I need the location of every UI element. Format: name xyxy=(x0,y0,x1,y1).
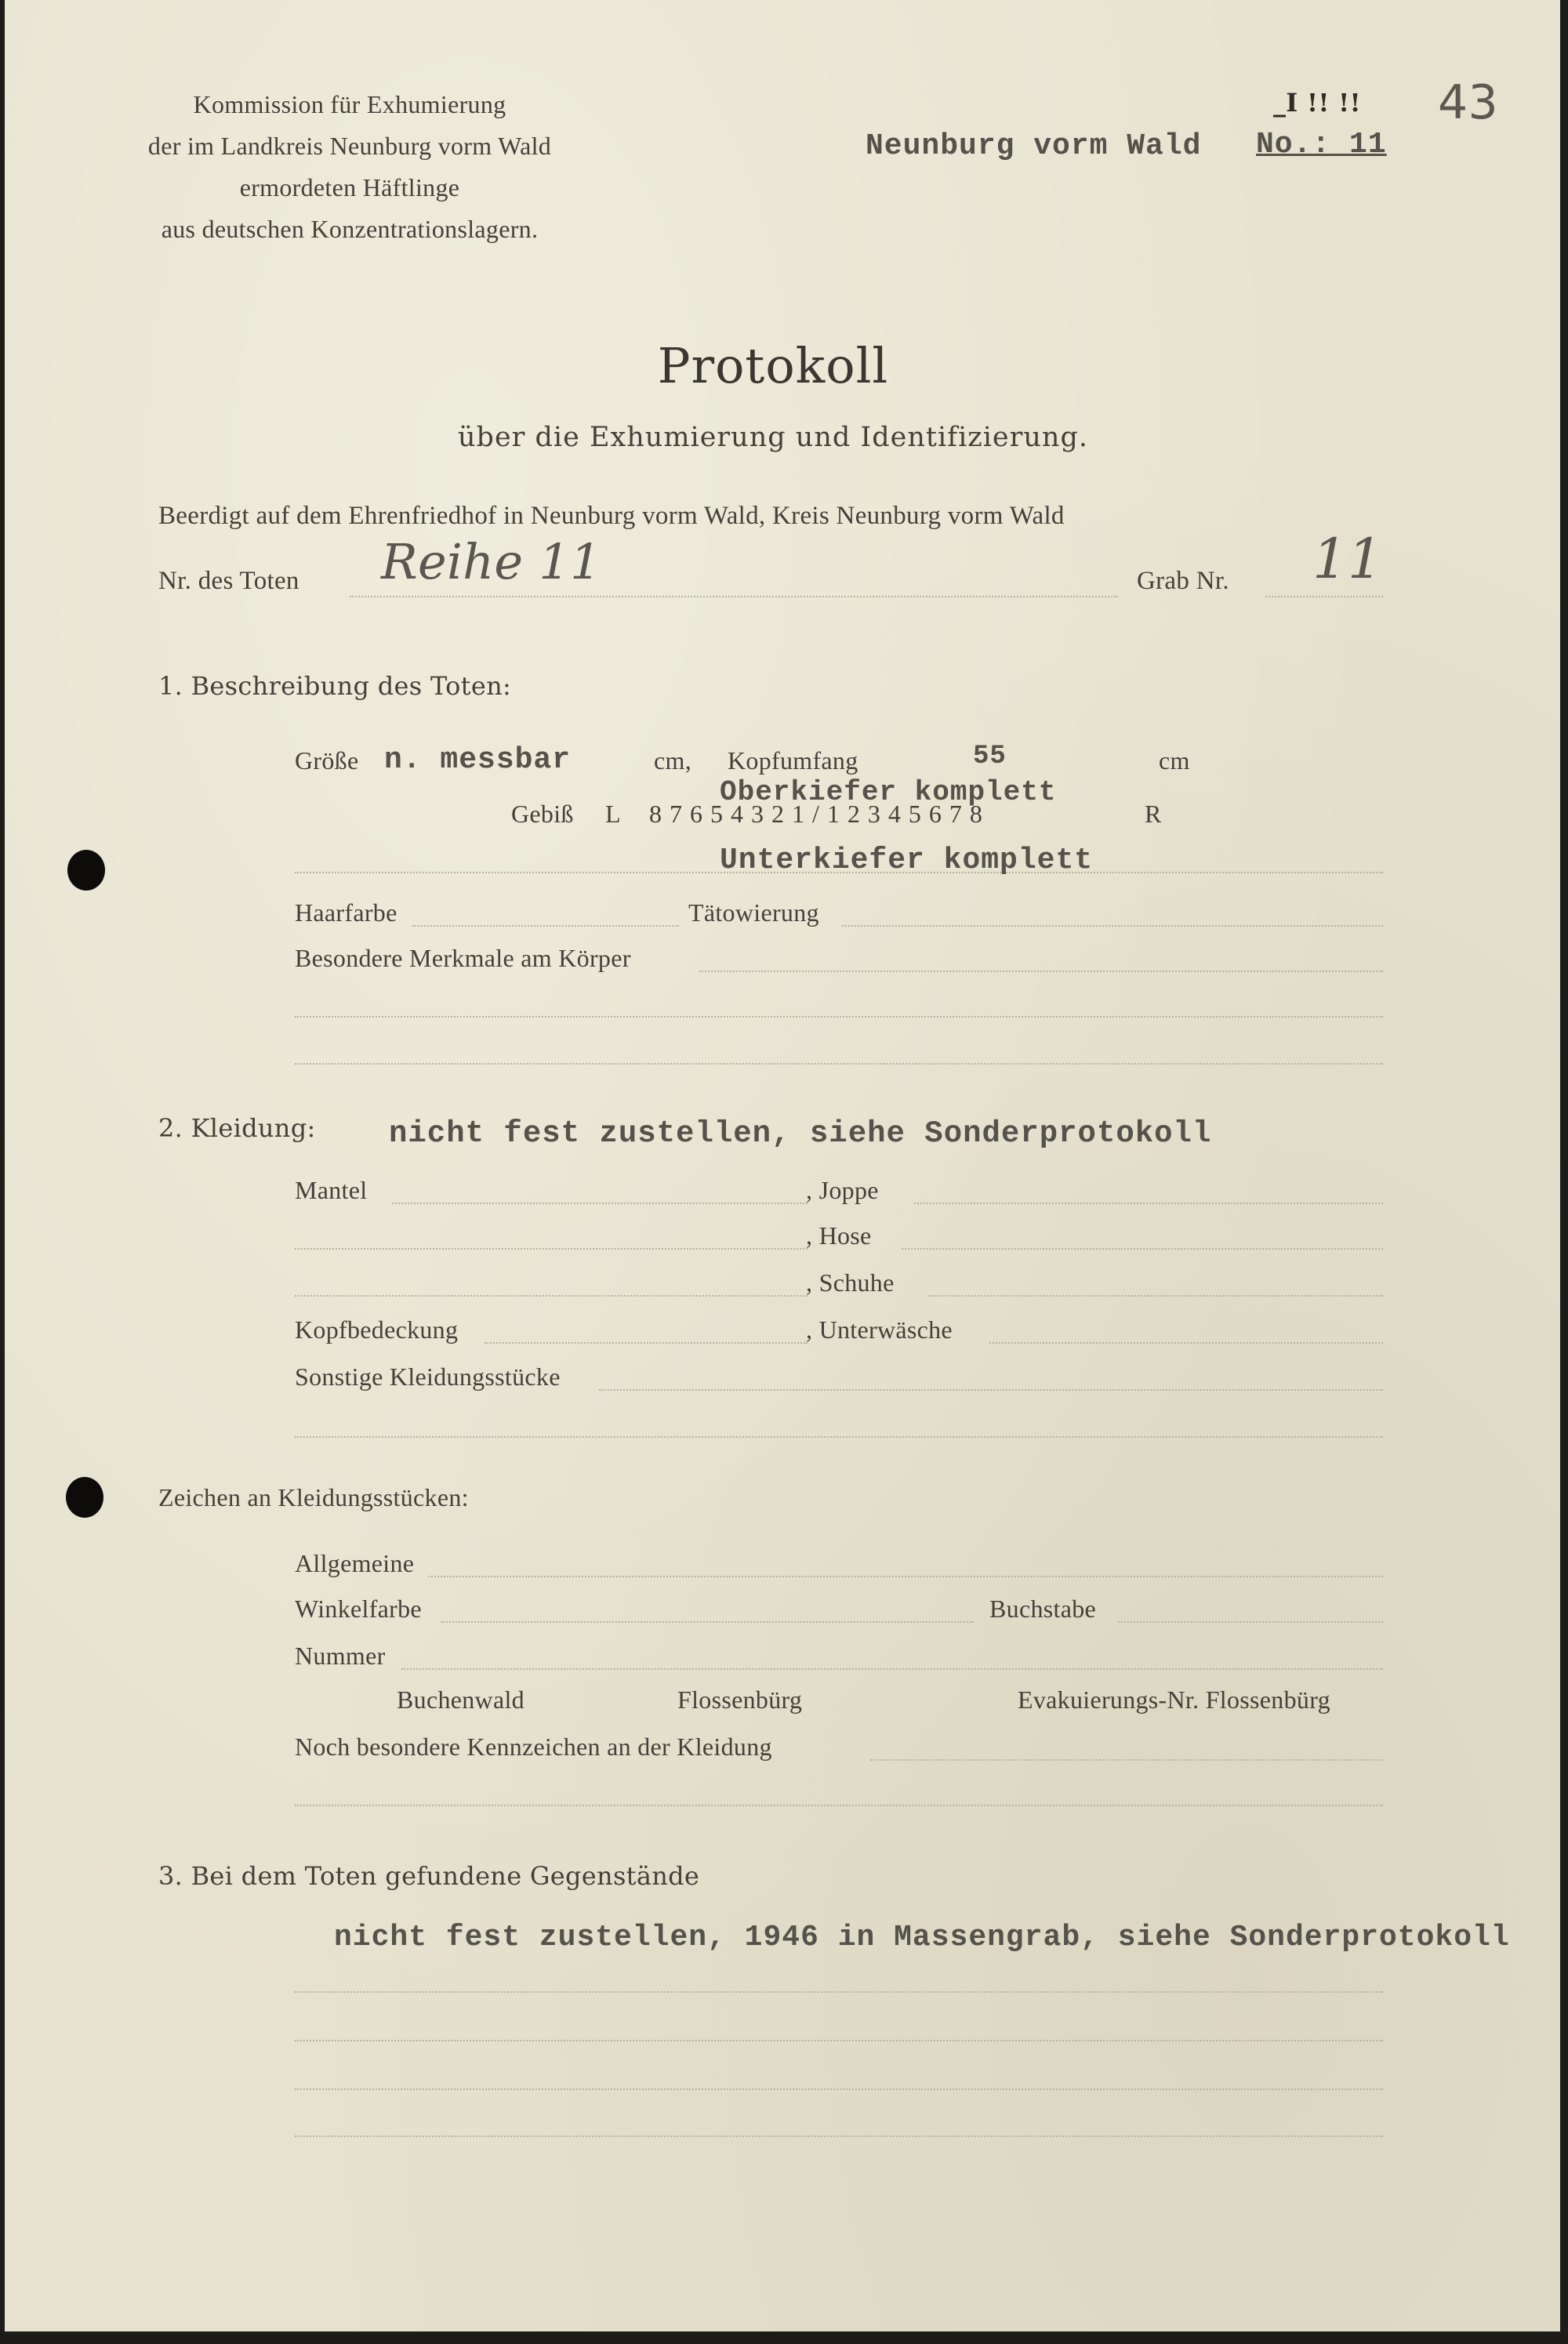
cm-label-1: cm, xyxy=(654,746,691,775)
clothes-line-2 xyxy=(295,1248,808,1250)
teeth-left: L xyxy=(605,800,621,828)
body-marks-line-3 xyxy=(295,1063,1383,1065)
hair-line xyxy=(412,925,679,927)
dead-number-line xyxy=(350,596,1118,597)
number-line xyxy=(401,1668,1383,1670)
tattoo-label: Tätowierung xyxy=(688,898,819,927)
dead-number-label: Nr. des Toten xyxy=(158,567,299,595)
objects-line-2 xyxy=(295,2040,1383,2041)
document-page xyxy=(5,0,1560,2331)
dead-number-value: Reihe 11 xyxy=(381,533,601,590)
hair-label: Haarfarbe xyxy=(295,898,397,927)
evacuation-number-label: Evakuierungs-Nr. Flossenbürg xyxy=(1018,1685,1330,1714)
upper-jaw: Oberkiefer komplett xyxy=(720,776,1057,808)
page-subtitle: über die Exhumierung und Identifizierung. xyxy=(458,422,1088,453)
letter-label: Buchstabe xyxy=(989,1595,1096,1623)
clothing-marks-heading: Zeichen an Kleidungsstücken: xyxy=(158,1483,469,1511)
number-label: Nummer xyxy=(295,1642,386,1670)
grave-line xyxy=(1265,596,1383,597)
other-clothing-line-1 xyxy=(599,1389,1383,1391)
other-marks-line-1 xyxy=(870,1759,1383,1761)
section3-heading: 3. Bei dem Toten gefundene Gegenstände xyxy=(158,1861,700,1891)
page-title: Protokoll xyxy=(657,337,889,394)
page-number: 43 xyxy=(1438,75,1498,130)
general-line xyxy=(428,1576,1383,1577)
underwear-line xyxy=(989,1342,1383,1344)
punch-hole-top xyxy=(67,850,105,891)
objects-line-1 xyxy=(295,1991,1383,1993)
other-marks-line-2 xyxy=(295,1805,1383,1806)
teeth-right: R xyxy=(1145,800,1162,828)
shoes-line xyxy=(928,1295,1383,1297)
head-circ-value: 55 xyxy=(973,742,1007,771)
clothes-line-3 xyxy=(295,1295,808,1297)
body-marks-label: Besondere Merkmale am Körper xyxy=(295,944,631,972)
tattoo-line xyxy=(842,925,1383,927)
other-marks-label: Noch besondere Kennzeichen an der Kleidung xyxy=(295,1733,772,1761)
grave-label: Grab Nr. xyxy=(1137,567,1229,595)
shoes-label: , Schuhe xyxy=(806,1268,895,1297)
teeth-scale: 8 7 6 5 4 3 2 1 / 1 2 3 4 5 6 7 8 xyxy=(649,800,983,828)
headwear-label: Kopfbedeckung xyxy=(295,1315,459,1344)
size-value: n. messbar xyxy=(384,743,572,777)
coat-line xyxy=(392,1203,808,1204)
triangle-color-line xyxy=(441,1621,974,1623)
lower-jaw: Unterkiefer komplett xyxy=(720,844,1094,877)
headwear-line xyxy=(485,1342,808,1344)
clothing-typed: nicht fest zustellen, siehe Sonderprotokoll xyxy=(389,1116,1212,1151)
grave-value: 11 xyxy=(1312,527,1383,591)
trousers-label: , Hose xyxy=(806,1221,872,1250)
jacket-line xyxy=(914,1203,1383,1204)
letter-line xyxy=(1118,1621,1383,1623)
trousers-line xyxy=(902,1248,1383,1250)
punch-hole-bottom xyxy=(66,1477,103,1518)
typed-number: No.: 11 xyxy=(1256,128,1387,161)
commission-line-3: ermordeten Häftlinge xyxy=(239,173,460,201)
size-label: Größe xyxy=(295,746,359,775)
typed-place: Neunburg vorm Wald xyxy=(866,129,1202,163)
head-circ-label: Kopfumfang xyxy=(728,746,858,775)
other-clothing-line-2 xyxy=(295,1436,1383,1438)
body-marks-line-1 xyxy=(699,971,1383,972)
section1-heading: 1. Beschreibung des Toten: xyxy=(158,671,512,701)
general-label: Allgemeine xyxy=(295,1549,415,1577)
burial-text: Beerdigt auf dem Ehrenfriedhof in Neunburg vorm Wald, Kreis Neunburg vorm Wald xyxy=(158,502,1065,530)
corner-marks: _I !! !! xyxy=(1273,88,1361,118)
cm-label-2: cm xyxy=(1159,746,1190,775)
objects-typed: nicht fest zustellen, 1946 in Massengrab, siehe Sonderprotokoll xyxy=(334,1921,1510,1954)
objects-line-4 xyxy=(295,2135,1383,2137)
commission-line-1: Kommission für Exhumierung xyxy=(193,90,506,118)
objects-line-3 xyxy=(295,2088,1383,2090)
section2-heading: 2. Kleidung: xyxy=(158,1113,316,1143)
flossenburg-label: Flossenbürg xyxy=(677,1685,803,1714)
buchenwald-label: Buchenwald xyxy=(397,1685,524,1714)
teeth-label: Gebiß xyxy=(511,800,574,828)
body-marks-line-2 xyxy=(295,1016,1383,1018)
underwear-label: , Unterwäsche xyxy=(806,1315,953,1344)
triangle-color-label: Winkelfarbe xyxy=(295,1595,422,1623)
commission-line-4: aus deutschen Konzentrationslagern. xyxy=(161,215,539,243)
other-clothing-label: Sonstige Kleidungsstücke xyxy=(295,1362,561,1391)
coat-label: Mantel xyxy=(295,1176,368,1204)
commission-line-2: der im Landkreis Neunburg vorm Wald xyxy=(147,132,552,160)
jacket-label: , Joppe xyxy=(806,1176,879,1204)
